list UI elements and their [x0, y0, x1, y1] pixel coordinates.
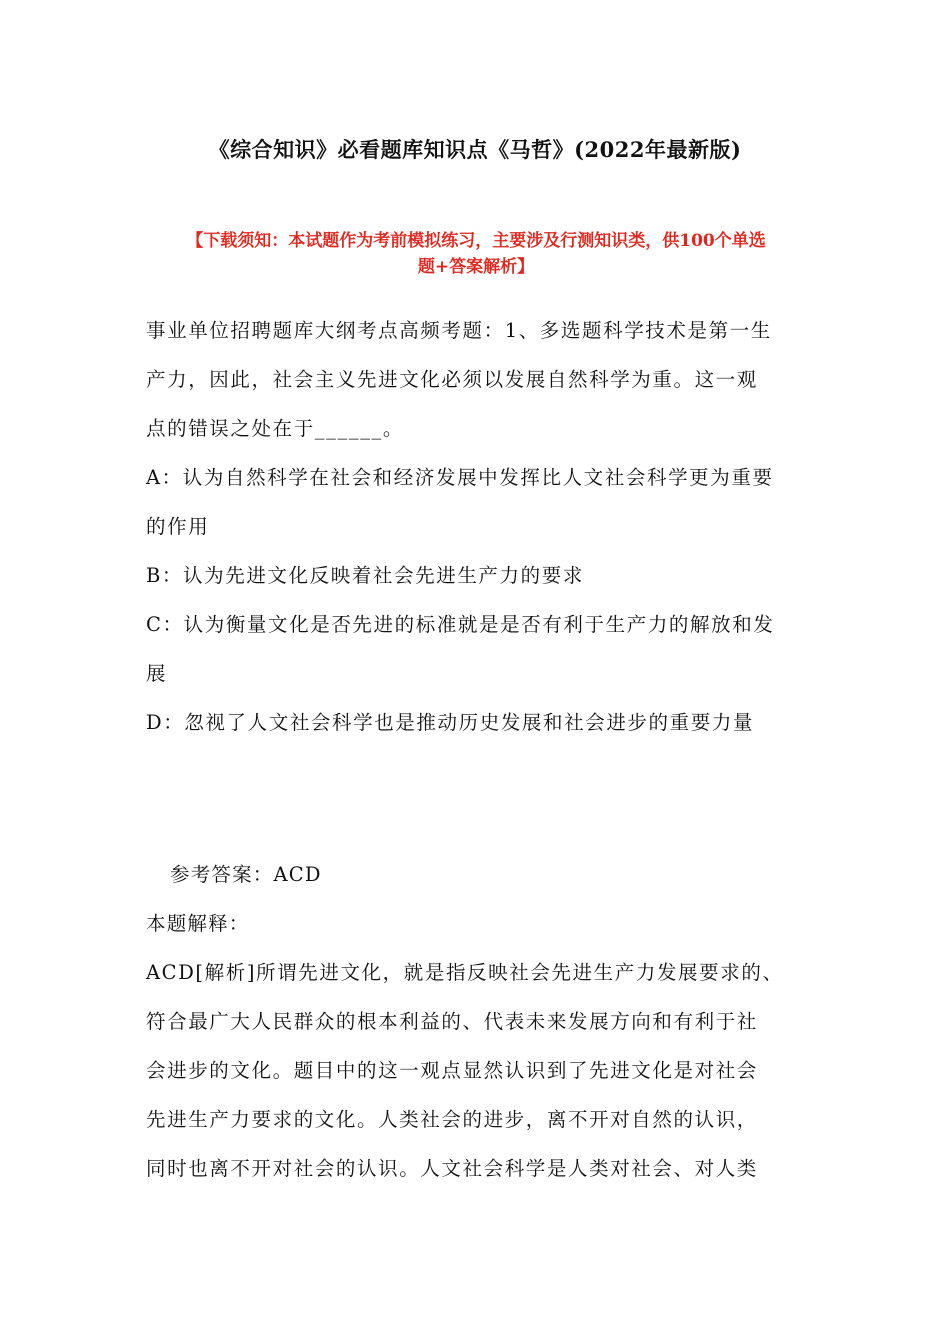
option-line: 的作用	[146, 515, 210, 538]
explanation-line: 同时也离不开对社会的认识。人文社会科学是人类对社会、对人类	[146, 1157, 758, 1180]
download-notice	[146, 228, 806, 280]
explanation-line: 符合最广大人民群众的根本利益的、代表未来发展方向和有利于社	[146, 1010, 758, 1033]
question-line: 点的错误之处在于______。	[146, 417, 404, 440]
notice-line: 题+答案解析】	[417, 257, 535, 277]
option-line: C：认为衡量文化是否先进的标准就是是否有利于生产力的解放和发	[146, 613, 775, 636]
notice-line: 【下载须知：本试题作为考前模拟练习，主要涉及行测知识类，供100个单选	[186, 231, 766, 251]
option-c	[146, 600, 810, 698]
option-line: 展	[146, 662, 168, 685]
question-line: 事业单位招聘题库大纲考点高频考题：1、多选题科学技术是第一生	[146, 319, 772, 342]
option-d	[146, 698, 810, 747]
option-b	[146, 551, 810, 600]
explanation-text	[146, 948, 810, 1193]
option-a	[146, 453, 810, 551]
option-line: A：认为自然科学在社会和经济发展中发挥比人文社会科学更为重要	[146, 466, 774, 489]
explanation-label: 本题解释：	[146, 912, 250, 935]
question-text	[146, 306, 810, 453]
question-line: 产力，因此，社会主义先进文化必须以发展自然科学为重。这一观	[146, 368, 758, 391]
option-line: B：认为先进文化反映着社会先进生产力的要求	[146, 564, 584, 587]
explanation-line: 先进生产力要求的文化。人类社会的进步，离不开对自然的认识，	[146, 1108, 758, 1131]
explanation-line: ACD[解析]所谓先进文化，就是指反映社会先进生产力发展要求的、	[146, 961, 784, 984]
document-title: 《综合知识》必看题库知识点《马哲》(2022年最新版)	[208, 137, 742, 162]
option-line: D：忽视了人文社会科学也是推动历史发展和社会进步的重要力量	[146, 711, 755, 734]
explanation-line: 会进步的文化。题目中的这一观点显然认识到了先进文化是对社会	[146, 1059, 758, 1082]
reference-answer: 参考答案：ACD	[170, 863, 322, 886]
